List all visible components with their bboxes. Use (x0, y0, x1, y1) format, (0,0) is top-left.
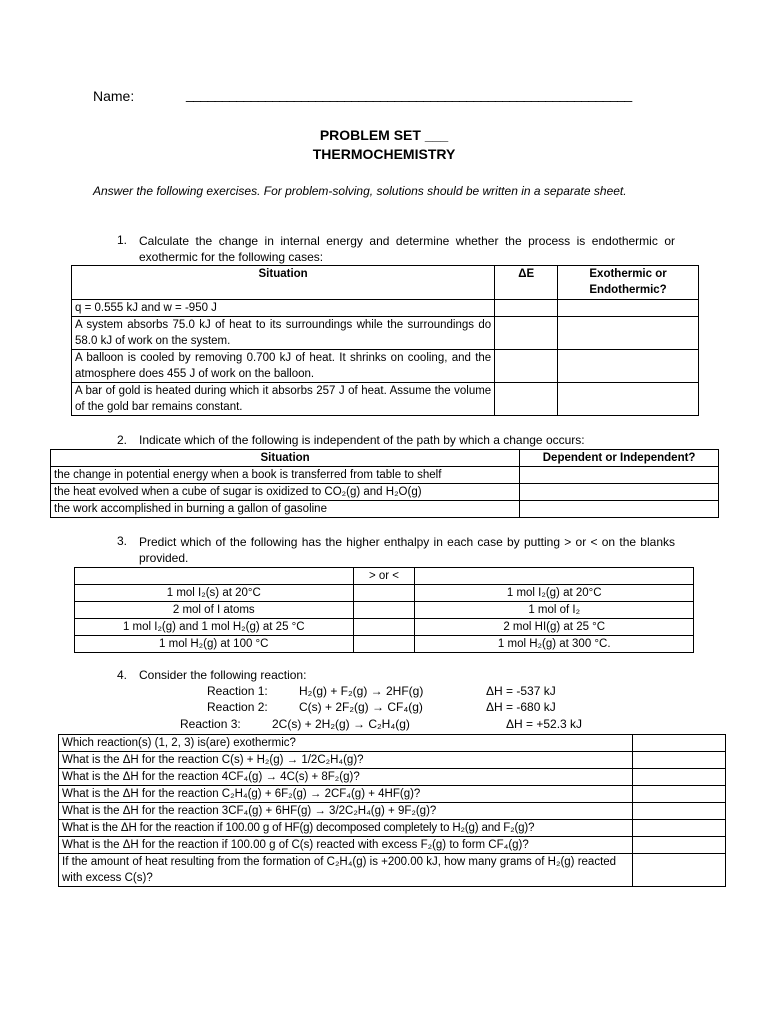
situation-cell: q = 0.555 kJ and w = -950 J (72, 300, 495, 317)
question-cell: If the amount of heat resulting from the formation of C₂H₄(g) is +200.00 kJ, how many grams of H₂(g) reacted with excess C(s)? (59, 854, 633, 887)
table-row (72, 317, 699, 350)
problem-set-title: PROBLEM SET ___ (319, 127, 449, 143)
q4-text: Consider the following reaction: (139, 668, 307, 682)
q1-text: Calculate the change in internal energy and determine whether the process is endothermic or exothermic for the following cases: (139, 234, 675, 264)
table-row (75, 602, 694, 619)
q2-text: Indicate which of the following is independent of the path by which a change occurs: (139, 433, 585, 447)
answer-cell[interactable] (633, 769, 726, 786)
right-item: 1 mol I₂(g) at 20°C (415, 585, 694, 602)
table-row (59, 854, 726, 887)
q3-number: 3. (117, 534, 128, 548)
header-blank (415, 568, 694, 585)
answer-cell[interactable] (558, 350, 699, 383)
answer-cell[interactable] (558, 300, 699, 317)
question-cell: What is the ΔH for the reaction if 100.00 g of HF(g) decomposed completely to H₂(g) and F₂(g)? (59, 820, 633, 837)
reaction-2-label: Reaction 2: (207, 700, 268, 714)
answer-cell[interactable] (558, 383, 699, 416)
answer-cell[interactable] (633, 837, 726, 854)
q2-table (50, 449, 719, 518)
situation-cell: the work accomplished in burning a gallon of gasoline (51, 501, 520, 518)
table-row (51, 501, 719, 518)
topic-title: THERMOCHEMISTRY (312, 146, 456, 162)
left-item: 1 mol H₂(g) at 100 °C (75, 636, 354, 653)
table-row (51, 467, 719, 484)
question-cell: What is the ΔH for the reaction C₂H₄(g) + 6F₂(g) → 2CF₄(g) + 4HF(g)? (59, 786, 633, 803)
q3-text: Predict which of the following has the higher enthalpy in each case by putting > or < on the blanks provided. (139, 535, 675, 565)
table-row (72, 350, 699, 383)
answer-cell[interactable] (495, 383, 558, 416)
q1-table (71, 265, 699, 416)
question-cell: What is the ΔH for the reaction 4CF₄(g) → 4C(s) + 8F₂(g)? (59, 769, 633, 786)
col-exo-endo: Exothermic or Endothermic? (558, 266, 699, 300)
name-label: Name: (93, 88, 135, 104)
table-row (59, 752, 726, 769)
situation-cell: the change in potential energy when a book is transferred from table to shelf (51, 467, 520, 484)
header-blank (75, 568, 354, 585)
right-item: 1 mol of I₂ (415, 602, 694, 619)
col-dependency: Dependent or Independent? (520, 450, 719, 467)
answer-cell[interactable] (633, 820, 726, 837)
answer-cell[interactable] (633, 752, 726, 769)
table-row (72, 300, 699, 317)
comparison-blank[interactable] (353, 602, 415, 619)
answer-cell[interactable] (520, 467, 719, 484)
answer-cell[interactable] (520, 484, 719, 501)
table-row (59, 786, 726, 803)
reaction-1-label: Reaction 1: (207, 684, 268, 698)
col-situation: Situation (72, 266, 495, 300)
instructions: Answer the following exercises. For problem-solving, solutions should be written in a separate sheet. (93, 184, 627, 198)
answer-cell[interactable] (520, 501, 719, 518)
question-cell: What is the ΔH for the reaction C(s) + H₂(g) → 1/2C₂H₄(g)? (59, 752, 633, 769)
col-situation: Situation (51, 450, 520, 467)
table-row (59, 803, 726, 820)
reaction-1-equation: H₂(g) + F₂(g) → 2HF(g) (299, 684, 424, 698)
comparison-blank[interactable] (353, 585, 415, 602)
table-header-row (72, 266, 699, 300)
col-delta-e: ΔE (495, 266, 558, 300)
reaction-2-equation: C(s) + 2F₂(g) → CF₄(g) (299, 700, 423, 714)
q1-number: 1. (117, 233, 128, 247)
left-item: 2 mol of I atoms (75, 602, 354, 619)
answer-cell[interactable] (495, 350, 558, 383)
question-cell: What is the ΔH for the reaction 3CF₄(g) + 6HF(g) → 3/2C₂H₄(g) + 9F₂(g)? (59, 803, 633, 820)
table-row (51, 484, 719, 501)
answer-cell[interactable] (495, 317, 558, 350)
left-item: 1 mol I₂(g) and 1 mol H₂(g) at 25 °C (75, 619, 354, 636)
q4-number: 4. (117, 668, 128, 682)
situation-cell: A system absorbs 75.0 kJ of heat to its surroundings while the surroundings do 58.0 kJ of work on the system. (72, 317, 495, 350)
table-header-row (51, 450, 719, 467)
situation-cell: A balloon is cooled by removing 0.700 kJ of heat. It shrinks on cooling, and the atmosphere does 455 J of work on the balloon. (72, 350, 495, 383)
left-item: 1 mol I₂(s) at 20°C (75, 585, 354, 602)
comparison-blank[interactable] (353, 619, 415, 636)
answer-cell[interactable] (633, 786, 726, 803)
reaction-3-equation: 2C(s) + 2H₂(g) → C₂H₄(g) (272, 717, 410, 731)
answer-cell[interactable] (633, 735, 726, 752)
table-row (72, 383, 699, 416)
q4-table (58, 734, 726, 887)
right-item: 2 mol HI(g) at 25 °C (415, 619, 694, 636)
table-row (59, 837, 726, 854)
comparison-blank[interactable] (353, 636, 415, 653)
question-cell: What is the ΔH for the reaction if 100.00 g of C(s) reacted with excess F₂(g) to form CF₄(g)? (59, 837, 633, 854)
situation-cell: the heat evolved when a cube of sugar is oxidized to CO₂(g) and H₂O(g) (51, 484, 520, 501)
reaction-3-label: Reaction 3: (180, 717, 241, 731)
reaction-1-dh: ΔH = -537 kJ (486, 684, 556, 698)
name-line[interactable]: ______________________________________________________________ (186, 86, 632, 102)
right-item: 1 mol H₂(g) at 300 °C. (415, 636, 694, 653)
table-row (59, 820, 726, 837)
reaction-2-dh: ΔH = -680 kJ (486, 700, 556, 714)
answer-cell[interactable] (495, 300, 558, 317)
q2-number: 2. (117, 433, 128, 447)
col-comparison: > or < (353, 568, 415, 585)
q3-table (74, 567, 694, 653)
answer-cell[interactable] (633, 854, 726, 887)
table-row (75, 585, 694, 602)
question-cell: Which reaction(s) (1, 2, 3) is(are) exothermic? (59, 735, 633, 752)
reaction-3-dh: ΔH = +52.3 kJ (506, 717, 583, 731)
table-row (59, 769, 726, 786)
situation-cell: A bar of gold is heated during which it absorbs 257 J of heat. Assume the volume of the gold bar remains constant. (72, 383, 495, 416)
table-row (75, 636, 694, 653)
table-row (75, 619, 694, 636)
table-row (59, 735, 726, 752)
answer-cell[interactable] (558, 317, 699, 350)
table-header-row (75, 568, 694, 585)
answer-cell[interactable] (633, 803, 726, 820)
